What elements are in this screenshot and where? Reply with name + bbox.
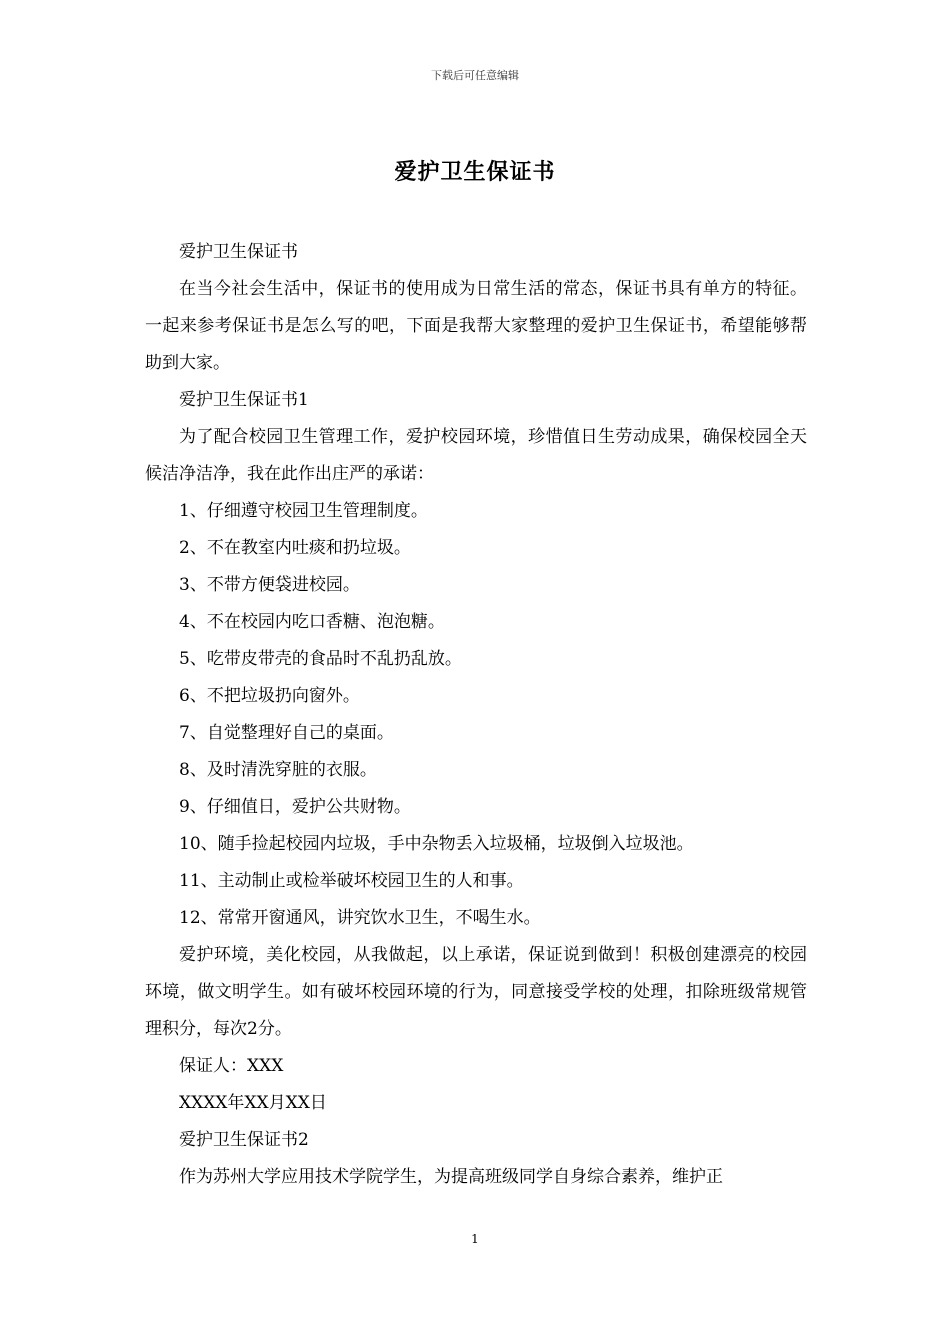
- document-body: [145, 234, 807, 1196]
- paragraph: 爱护卫生保证书: [179, 242, 298, 262]
- list-item: 7、自觉整理好自己的桌面。: [179, 723, 394, 743]
- paragraph: 作为苏州大学应用技术学院学生，为提高班级同学自身综合素养，维护正: [179, 1167, 723, 1187]
- paragraph: 在当今社会生活中，保证书的使用成为日常生活的常态，保证书具有单方的特征。一起来参考保证书是怎么写的吧，下面是我帮大家整理的爱护卫生保证书，希望能够帮助到大家。: [145, 279, 807, 373]
- paragraph: 爱护卫生保证书2: [179, 1130, 309, 1150]
- paragraph: 为了配合校园卫生管理工作，爱护校园环境，珍惜值日生劳动成果，确保校园全天候洁净洁净，我在此作出庄严的承诺：: [145, 427, 807, 484]
- list-item: 6、不把垃圾扔向窗外。: [179, 686, 360, 706]
- page-number: 1: [471, 1232, 479, 1246]
- list-item: 4、不在校园内吃口香糖、泡泡糖。: [179, 612, 445, 632]
- list-item: 2、不在教室内吐痰和扔垃圾。: [179, 538, 411, 558]
- document-title: 爱护卫生保证书: [394, 159, 556, 185]
- list-item: 3、不带方便袋进校园。: [179, 575, 360, 595]
- list-item: 8、及时清洗穿脏的衣服。: [179, 760, 377, 780]
- list-item: 10、随手捡起校园内垃圾，手中杂物丢入垃圾桶，垃圾倒入垃圾池。: [179, 834, 694, 854]
- list-item: 11、主动制止或检举破坏校园卫生的人和事。: [179, 871, 524, 891]
- signature-line: 保证人：XXX: [179, 1056, 284, 1076]
- date-line: XXXX年XX月XX日: [179, 1093, 327, 1113]
- list-item: 5、吃带皮带壳的食品时不乱扔乱放。: [179, 649, 462, 669]
- paragraph: 爱护卫生保证书1: [179, 390, 309, 410]
- list-item: 9、仔细值日，爱护公共财物。: [179, 797, 411, 817]
- list-item: 1、仔细遵守校园卫生管理制度。: [179, 501, 428, 521]
- paragraph: 爱护环境，美化校园，从我做起，以上承诺，保证说到做到！积极创建漂亮的校园环境，做文明学生。如有破坏校园环境的行为，同意接受学校的处理，扣除班级常规管理积分，每次2分。: [145, 945, 807, 1039]
- list-item: 12、常常开窗通风，讲究饮水卫生，不喝生水。: [179, 908, 541, 928]
- header-note: 下载后可任意编辑: [431, 69, 519, 82]
